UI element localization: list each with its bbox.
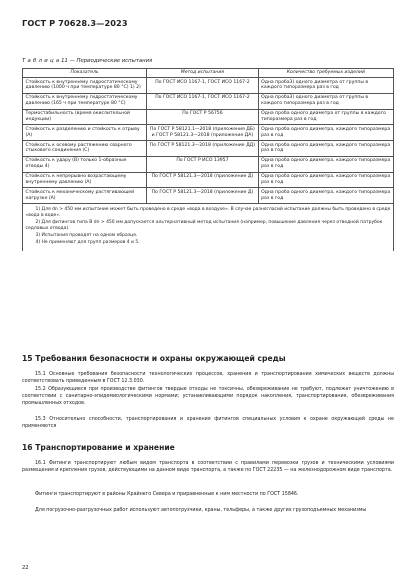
table-cell: Стойкость к внутреннему гидростатическому давлению (165 ч при температуре 80 °С) [23,93,147,109]
footnote: 4) Не применяют для групп размеров 4 и 5. [35,239,140,245]
paragraph-16-1-b: Фитинги транспортируют в районы Крайнего Севера и приравненные к ним местности по ГОСТ 15846. [35,492,299,497]
footnote: 3) Испытания проводят на одном образце. [35,232,138,238]
table-cell: Стойкость к внутреннему гидростатическому давлению (1000 ч при температуре 80 °С) 1) 2) [23,78,147,94]
table-cell: Стойкость к удару (В) только 1-образные отводы 4) [23,156,147,172]
paragraph-15-3: 15.3 Относительно способности, транспортирования и хранения фитингов специальных условия к охране окружающей среды не применяются [22,417,394,429]
table-cell: По ГОСТ Р 58121.3—2018 (приложение Д) [147,172,258,188]
table-cell: Стойкость к разделению и стойкость к отрыву (А) [23,125,147,141]
column-header: Метод испытания [147,69,258,78]
table-caption-label: Т а б л и ц а [22,58,60,64]
table-cell: По ГОСТ Р 58121.3—2018 (приложение Д) [147,188,258,204]
table-cell: Одна проба одного диаметра, каждого типоразмера раз в год [258,156,393,172]
table-cell: Одна проба одного диаметра, каждого типоразмера раз в год [258,141,393,157]
table-cell: По ГОСТ Р 58121.3—2018 (приложение ДД) [147,141,258,157]
table-cell: Одна проба одного диаметра, каждого типоразмера раз в год [258,188,393,204]
table-footnotes [23,204,394,252]
section-15-title: 15 Требования безопасности и охраны окружающей среды [22,354,286,363]
table-cell: Одна проба3) одного диаметра от группы в каждого типоразмера раз в год [258,78,393,94]
table-cell: По ГОСТ Р 58121.1—2018 (приложения ДБ) и ГОСТ Р 58121.3—2018 (приложение ДА) [147,125,258,141]
column-header: Количество требуемых изделий [258,69,393,78]
table-cell: Одна проба3) одного диаметра от группы в каждого типоразмера раз в год [258,93,393,109]
table-cell: Термостабильность (время окислительной индукции) [23,109,147,125]
paragraph-16-1: 16.1 Фитинги транспортируют любым видом транспорта в соответствии с правилами перевозки грузов и техническими условиями размещения и крепления грузов, действующими на данном виде транспорта, а также по ГОСТ 22235 — на железнодорожном виде транспорта. [22,461,394,473]
paragraph-15-2: 15.2 Образующиеся при производстве фитингов твердые отходы не токсичны, обезвреживание не требуют, подлежат уничтожению в соответствии с санитарно-эпидемиологическими нормами; устанавливающими порядок накопления, транспортирования, обезвреживания промышленных отходов. [22,387,394,406]
table-row [23,156,394,172]
footnote: 2) Для фитингов типа В dn > 450 мм допускается альтернативный метод испытания (например, повышение давления через отводной патрубок седловых отвода). [25,219,383,231]
table-row [23,125,394,141]
paragraph-16-1-c: Для погрузочно-разгрузочных работ используют автопогрузчики, краны, тельферы, а также других грузоподъемных механизмы [35,508,367,513]
table-row [23,78,394,94]
table-footnotes-row [23,204,394,252]
table-cell: По ГОСТ Р ИСО 13957 [147,156,258,172]
table-cell: По ГОСТ ИСО 1167-1, ГОСТ ИСО 1167-2 [147,93,258,109]
footnote: 1) Для dn > 450 мм испытание может быть проведено в среде «вода в воздухе». В случае разногласий испытание должны быть проведено в среде «вода в воде». [25,207,391,218]
periodic-tests-table [22,68,394,251]
table-cell: Стойкость к непрерывно возрастающему внутреннему давлению (А) [23,172,147,188]
table-cell: Одна проба одного диаметра, каждого типоразмера раз в год [258,172,393,188]
column-header: Показатель [23,69,147,78]
table-caption [22,58,152,64]
table-cell: По ГОСТ Р 56756 [147,109,258,125]
table-cell: Одна проба одного диаметра от группы в каждого типоразмера раз в год [258,109,393,125]
table-row [23,188,394,204]
paragraph-15-1: 15.1 Основные требования безопасности технологических процессов, хранения и транспортирования химических веществ должны соответствовать приведенным в ГОСТ 12.3.030. [22,372,394,384]
table-caption-number: 11 [61,58,68,64]
table-row [23,141,394,157]
table-row [23,172,394,188]
table-header-row [23,69,394,78]
table-cell: По ГОСТ ИСО 1167-1, ГОСТ ИСО 1167-2 [147,78,258,94]
table-cell: Стойкость к осевому растяжению сварного стыкового соединения (С) [23,141,147,157]
table-caption-title: Периодические испытания [76,58,153,64]
table-row [23,109,394,125]
table-caption-dash: — [69,58,75,64]
table-row [23,93,394,109]
document-header: ГОСТ Р 70628.3—2023 [22,18,128,28]
section-16-title: 16 Транспортирование и хранение [22,443,175,452]
page-number: 22 [22,565,29,571]
table-cell: Одна проба одного диаметра, каждого типоразмера раз в год [258,125,393,141]
table-cell: Стойкость к механическому растягивающей нагрузке (А) [23,188,147,204]
